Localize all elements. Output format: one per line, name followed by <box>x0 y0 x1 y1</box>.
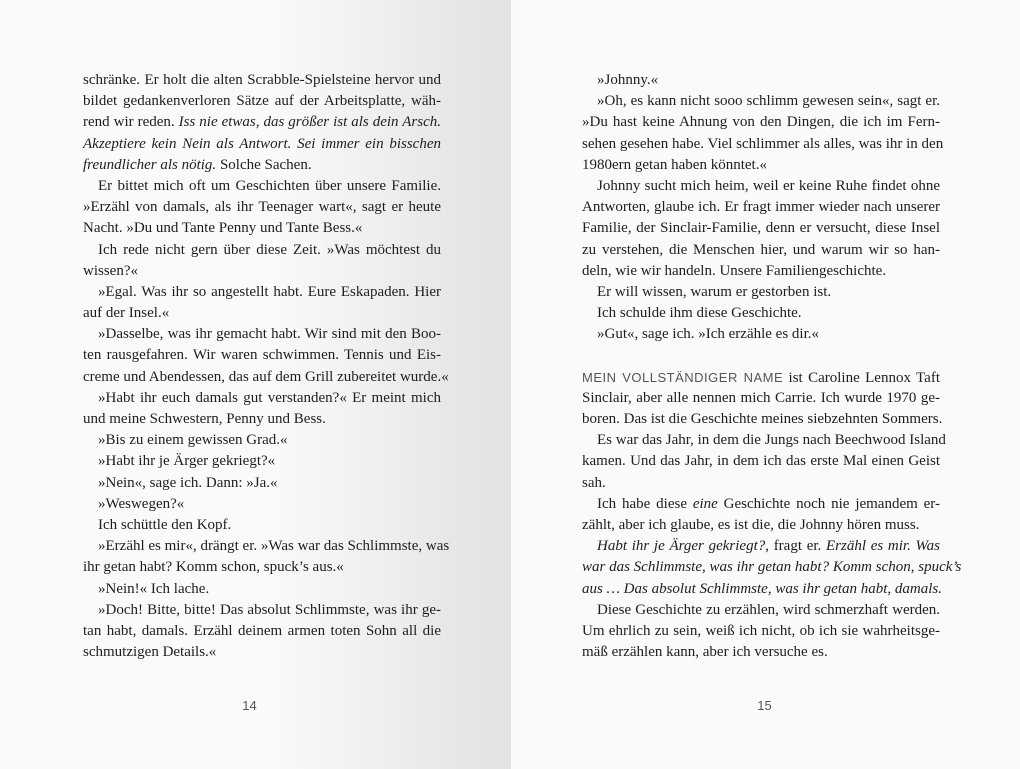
section-lead-in: MEIN VOLLSTÄNDIGER NAME <box>582 369 784 385</box>
text-line: »Dasselbe, was ihr gemacht habt. Wir sind mit den Boo- <box>98 326 441 343</box>
italic-text: Iss nie etwas, das größer ist als dein Arsch. <box>178 114 441 131</box>
text-run: Geschichte noch nie jemandem er- <box>717 495 940 512</box>
text-line: »Egal. Was ihr so angestellt habt. Eure Eskapaden. Hier <box>98 283 441 300</box>
text-line: Johnny sucht mich heim, weil er keine Ruhe findet ohne <box>597 177 940 194</box>
text-line: Um ehrlich zu sein, weiß ich nicht, ob ich sie wahrheitsge- <box>582 622 940 639</box>
text-line <box>83 134 441 155</box>
text-line: Familie, der Sinclair-Familie, denn er versucht, diese Insel <box>582 220 940 237</box>
text-run: , fragt er. <box>765 538 826 555</box>
text-line: wissen?« <box>83 262 138 279</box>
text-run: rend wir reden. <box>83 114 179 131</box>
text-line: Ich schüttle den Kopf. <box>98 516 232 533</box>
page-number-right: 15 <box>757 698 772 713</box>
text-line: zählt, aber ich glaube, es ist die, die Johnny hören muss. <box>582 516 920 533</box>
text-line: Ich rede nicht gern über diese Zeit. »Was möchtest du <box>98 241 441 258</box>
text-line: ihr getan habt? Komm schon, spuck’s aus.« <box>83 559 344 576</box>
italic-text: war das Schlimmste, was ihr getan habt? Komm schon, spuck’s <box>582 559 962 576</box>
italic-text: aus … Das absolut Schlimmste, was ihr getan habt, damals. <box>582 580 943 597</box>
text-line: MEIN VOLLSTÄNDIGER NAME ist Caroline Lennox Taft <box>582 369 940 386</box>
text-line: »Bis zu einem gewissen Grad.« <box>98 432 288 449</box>
text-line: 1980ern getan haben könntet.« <box>582 156 767 173</box>
text-line: und meine Schwestern, Penny und Bess. <box>83 411 326 427</box>
italic-text: Akzeptiere kein Nein als Antwort. Sei immer ein bisschen <box>83 135 441 152</box>
text-line: bildet gedankenverloren Sätze auf der Arbeitsplatte, wäh- <box>83 93 441 110</box>
text-line: Ich schulde ihm diese Geschichte. <box>597 305 802 322</box>
text-line: auf der Insel.« <box>83 305 170 322</box>
text-line: sah. <box>582 474 606 491</box>
italic-text: Erzähl es mir. Was <box>826 538 940 555</box>
text-line: Antworten, glaube ich. Er fragt immer wieder nach unserer <box>582 199 940 216</box>
text-line: Er bittet mich oft um Geschichten über unsere Familie. <box>98 177 441 194</box>
text-line <box>582 557 962 578</box>
text-line: kamen. Und das Jahr, in dem ich das erste Mal einen Geist <box>582 453 940 470</box>
text-line: »Johnny.« <box>597 72 659 88</box>
text-line: creme und Abendessen, das auf dem Grill zubereitet wurde.« <box>83 368 449 385</box>
text-line <box>83 155 441 176</box>
left-page-body <box>83 70 450 663</box>
text-line: »Gut«, sage ich. »Ich erzähle es dir.« <box>597 326 820 343</box>
text-line: ten rausgefahren. Wir waren schwimmen. Tennis und Eis- <box>83 347 441 364</box>
text-run: Ich habe diese <box>597 495 693 512</box>
text-line: »Habt ihr je Ärger gekriegt?« <box>98 453 276 470</box>
text-line: »Habt ihr euch damals gut verstanden?« Er meint mich <box>98 389 441 406</box>
text-line: »Nein!« Ich lache. <box>98 580 210 597</box>
text-line: »Oh, es kann nicht sooo schlimm gewesen sein«, sagt er. <box>597 93 940 110</box>
text-line <box>582 579 943 600</box>
text-line: schmutzigen Details.« <box>83 644 217 661</box>
text-line: schränke. Er holt die alten Scrabble-Spielsteine hervor und <box>83 72 441 88</box>
italic-text: eine <box>692 495 718 512</box>
text-line <box>582 536 940 557</box>
text-line: »Nein«, sage ich. Dann: »Ja.« <box>98 474 278 491</box>
text-line: deln, wie wir handeln. Unsere Familiengeschichte. <box>582 262 887 279</box>
text-line: Nacht. »Du und Tante Penny und Tante Bess.« <box>83 220 363 237</box>
section-break <box>582 345 940 366</box>
italic-text: freundlicher als nötig. <box>83 156 217 173</box>
right-page-body <box>582 70 962 663</box>
text-run: Solche Sachen. <box>216 156 312 173</box>
text-line: Er will wissen, warum er gestorben ist. <box>597 283 832 300</box>
text-line: Diese Geschichte zu erzählen, wird schmerzhaft werden. <box>597 601 940 618</box>
text-line <box>582 494 940 515</box>
right-page <box>511 0 1020 769</box>
page-number-left: 14 <box>242 698 257 713</box>
italic-text: Habt ihr je Ärger gekriegt? <box>597 538 766 555</box>
text-line: »Du hast keine Ahnung von den Dingen, die ich im Fern- <box>582 114 940 131</box>
text-line: »Erzähl es mir«, drängt er. »Was war das Schlimmste, was <box>98 538 450 555</box>
text-line: tan habt, damals. Erzähl deinem armen toten Sohn all die <box>83 622 441 639</box>
text-line: »Doch! Bitte, bitte! Das absolut Schlimmste, was ihr ge- <box>98 601 441 618</box>
text-line: Sinclair, aber alle nennen mich Carrie. Ich wurde 1970 ge- <box>582 389 940 406</box>
text-line <box>83 112 441 133</box>
text-line: »Erzähl von damals, als ihr Teenager wart«, sagt er heute <box>83 199 441 216</box>
text-line: mäß erzählen kann, aber ich versuche es. <box>582 644 828 661</box>
text-line: »Weswegen?« <box>98 495 185 512</box>
text-line: sehen gesehen habe. Viel schlimmer als alles, was ihr in den <box>582 135 944 152</box>
text-line: zu verstehen, die Menschen hier, und warum wir so han- <box>582 241 940 258</box>
text-line: boren. Das ist die Geschichte meines siebzehnten Sommers. <box>582 411 943 427</box>
text-line: Es war das Jahr, in dem die Jungs nach Beechwood Island <box>597 432 946 449</box>
